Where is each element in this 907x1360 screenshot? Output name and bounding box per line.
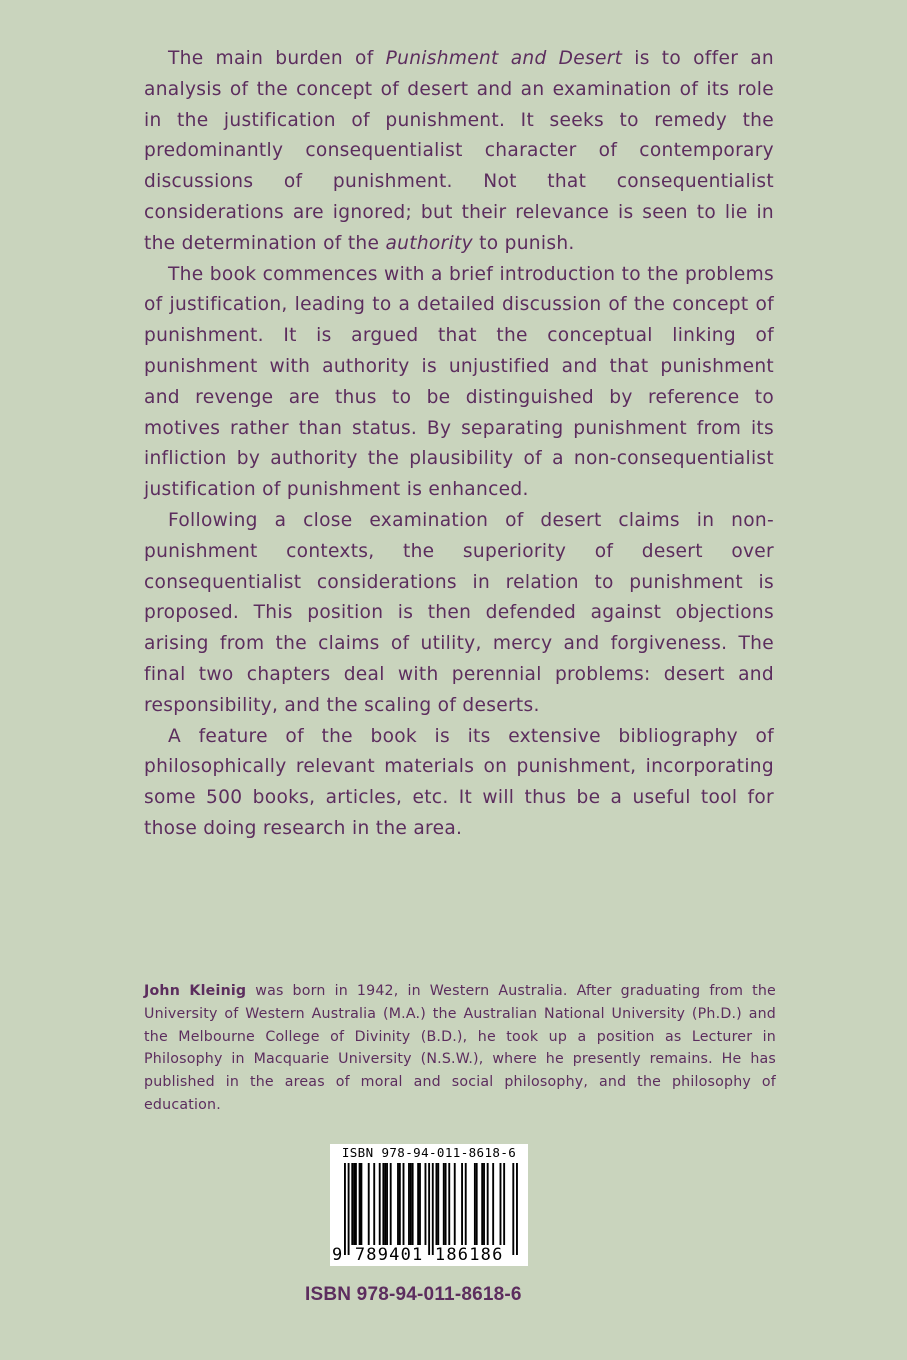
barcode-bar xyxy=(483,1163,485,1245)
barcode-bar xyxy=(443,1163,445,1245)
barcode-bar xyxy=(454,1163,456,1245)
barcode-bar xyxy=(397,1163,399,1245)
barcode-guard-bar xyxy=(344,1163,346,1255)
barcode-guard-bar xyxy=(516,1163,518,1255)
barcode-bar xyxy=(500,1163,502,1245)
barcode-bar xyxy=(399,1163,401,1245)
barcode-bar xyxy=(419,1163,421,1245)
barcode-bar xyxy=(360,1163,362,1245)
barcode-bar xyxy=(448,1163,450,1245)
barcode-bar xyxy=(474,1163,476,1245)
barcode-bar xyxy=(503,1163,505,1245)
blurb-paragraph-3: Following a close examination of desert claims in non-punishment contexts, the superiority of desert over consequentialist considerations in relation to punishment is proposed. This position is then defended against objections arising from the claims of utility, mercy and forgiveness. The final two chapters deal with perennial problems: desert and responsibility, and the scaling of deserts. xyxy=(144,509,774,716)
barcode-bar xyxy=(359,1163,361,1245)
barcode-bar xyxy=(373,1163,375,1245)
blurb-p1-end: to punish. xyxy=(472,232,575,254)
barcode-bar xyxy=(353,1163,355,1245)
barcode-bar xyxy=(465,1163,467,1245)
barcode-bar xyxy=(368,1163,370,1245)
book-title-inline: Punishment and Desert xyxy=(385,48,623,69)
author-bio-text: was born in 1942, in Western Australia. After graduating from the University of Western Australia (M.A.) the Australian National University (Ph.D.) and the Melbourne College of Divinity (B.D.), he took up a position as Lecturer in Philosophy in Macquarie University (N.S.W.), where he presently remains. He has published in the areas of moral and social philosophy, and the philosophy of education. xyxy=(144,983,776,1113)
barcode-guard-bar xyxy=(428,1163,430,1255)
barcode-bar xyxy=(355,1163,357,1245)
barcode-digits: 9 789401 186186 xyxy=(332,1245,504,1265)
barcode-bar xyxy=(410,1163,412,1245)
author-name: John Kleinig xyxy=(144,983,247,999)
barcode-bar xyxy=(445,1163,447,1245)
barcode-bar xyxy=(386,1163,388,1245)
barcode-guard-bar xyxy=(512,1163,514,1255)
barcode-guard-bar xyxy=(348,1163,350,1255)
barcode-bar xyxy=(481,1163,483,1245)
authority-emphasis: authority xyxy=(385,232,473,254)
barcode-bar xyxy=(403,1163,405,1245)
barcode-bar xyxy=(437,1163,439,1245)
barcode-isbn-label: ISBN 978-94-011-8618-6 xyxy=(341,1145,517,1160)
barcode-bar xyxy=(390,1163,392,1245)
barcode-bar xyxy=(384,1163,386,1245)
barcode-bar xyxy=(492,1163,494,1245)
barcode-bar xyxy=(379,1163,381,1245)
barcode-bar xyxy=(417,1163,419,1245)
barcode-bar xyxy=(425,1163,427,1245)
barcode-bar xyxy=(408,1163,410,1245)
blurb-p1-start: The main burden of xyxy=(168,48,386,69)
isbn-text: ISBN 978-94-011-8618-6 xyxy=(305,1284,522,1305)
barcode-bar xyxy=(382,1163,384,1245)
barcode-bar xyxy=(412,1163,414,1245)
barcode-bar xyxy=(436,1163,438,1245)
barcode-bar xyxy=(487,1163,489,1245)
blurb-paragraph-2: The book commences with a brief introduction to the problems of justification, leading to a detailed discussion of the concept of punishment. It is argued that the conceptual linking of punishment with authority is unjustified and that punishment and revenge are thus to be distinguished by reference to motives rather than status. By separating punishment from its infliction by authority the plausibility of a non-consequentialist justification of punishment is enhanced. xyxy=(144,263,774,501)
barcode xyxy=(330,1144,528,1266)
blurb-paragraph-1 xyxy=(144,44,774,260)
blurb-p1-middle: is to offer an analysis of the concept of desert and an examination of its role in the justification of punishment. It seeks to remedy the predominantly consequentialist character of contemporary discussions of punishment. Not that consequentialist considerations are ignored; but their relevance is seen to lie in the determination of the xyxy=(144,48,774,254)
barcode-bar xyxy=(476,1163,478,1245)
barcode-bar xyxy=(351,1163,353,1245)
blurb-text xyxy=(144,44,774,845)
author-bio xyxy=(144,980,776,1117)
barcode-bar xyxy=(461,1163,463,1245)
blurb-paragraph-4: A feature of the book is its extensive bibliography of philosophically relevant materials on punishment, incorporating some 500 books, articles, etc. It will thus be a useful tool for those doing research in the area. xyxy=(144,725,774,839)
barcode-guard-bar xyxy=(432,1163,434,1255)
